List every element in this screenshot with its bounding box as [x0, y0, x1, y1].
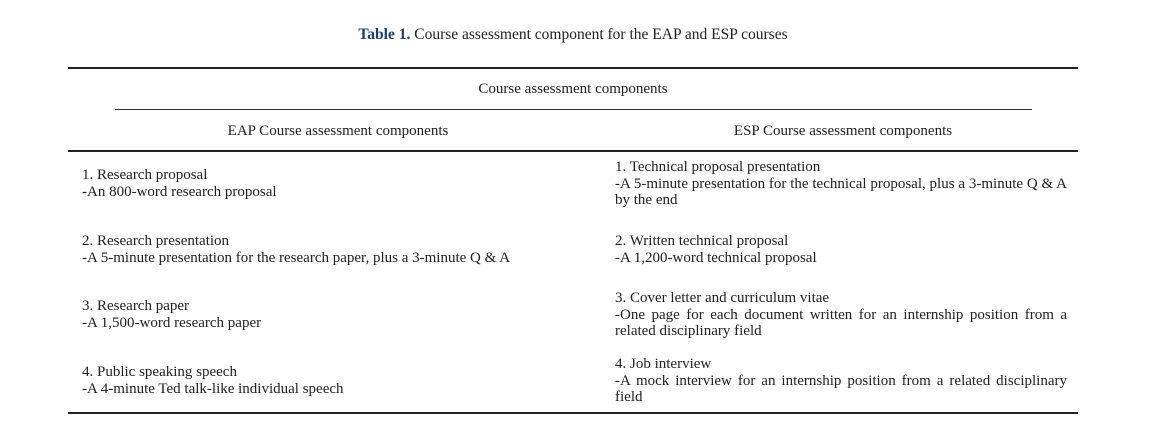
- cell-detail: -A 1,500-word research paper: [82, 314, 262, 331]
- cell-title: 2. Research presentation: [82, 233, 230, 249]
- cell-detail: -A 5-minute presentation for the technical proposal, plus a 3-minute Q & A by the end: [615, 175, 1067, 208]
- cell-detail: -A 1,200-word technical proposal: [615, 249, 817, 266]
- table-cell-eap-1: [82, 167, 602, 200]
- header-bottom-rule: [68, 150, 1078, 152]
- column-header-esp: ESP Course assessment components: [733, 123, 953, 139]
- table-top-rule: [68, 67, 1078, 69]
- table-caption-text: Course assessment component for the EAP and ESP courses: [410, 26, 788, 43]
- cell-detail: -A 4-minute Ted talk-like individual speech: [82, 380, 344, 397]
- cell-title: 4. Job interview: [615, 356, 712, 372]
- cell-title: 1. Technical proposal presentation: [615, 159, 821, 175]
- table-cell-esp-4: [615, 356, 1067, 406]
- cell-title: 2. Written technical proposal: [615, 233, 789, 249]
- spanning-header-rule: [115, 109, 1032, 110]
- table-cell-eap-4: [82, 364, 602, 397]
- column-header-eap: EAP Course assessment components: [227, 123, 449, 139]
- table-bottom-rule: [68, 412, 1078, 414]
- cell-title: 1. Research proposal: [82, 167, 208, 183]
- cell-title: 4. Public speaking speech: [82, 364, 237, 380]
- cell-detail: -A 5-minute presentation for the research paper, plus a 3-minute Q & A: [82, 249, 511, 266]
- cell-detail: -An 800-word research proposal: [82, 183, 277, 200]
- table-cell-eap-2: [82, 233, 602, 266]
- table-cell-esp-3: [615, 290, 1067, 340]
- cell-detail: -A mock interview for an internship position from a related disciplinary field: [615, 372, 1067, 405]
- cell-title: 3. Research paper: [82, 298, 190, 314]
- cell-title: 3. Cover letter and curriculum vitae: [615, 290, 830, 306]
- table-caption-label: Table 1.: [358, 26, 411, 43]
- table-cell-esp-2: [615, 233, 1067, 266]
- table-cell-eap-3: [82, 298, 602, 331]
- cell-detail: -One page for each document written for an internship position from a related disciplinary field: [615, 306, 1067, 339]
- table-caption: [0, 26, 1146, 44]
- spanning-header: Course assessment components: [478, 81, 668, 97]
- table-cell-esp-1: [615, 159, 1067, 209]
